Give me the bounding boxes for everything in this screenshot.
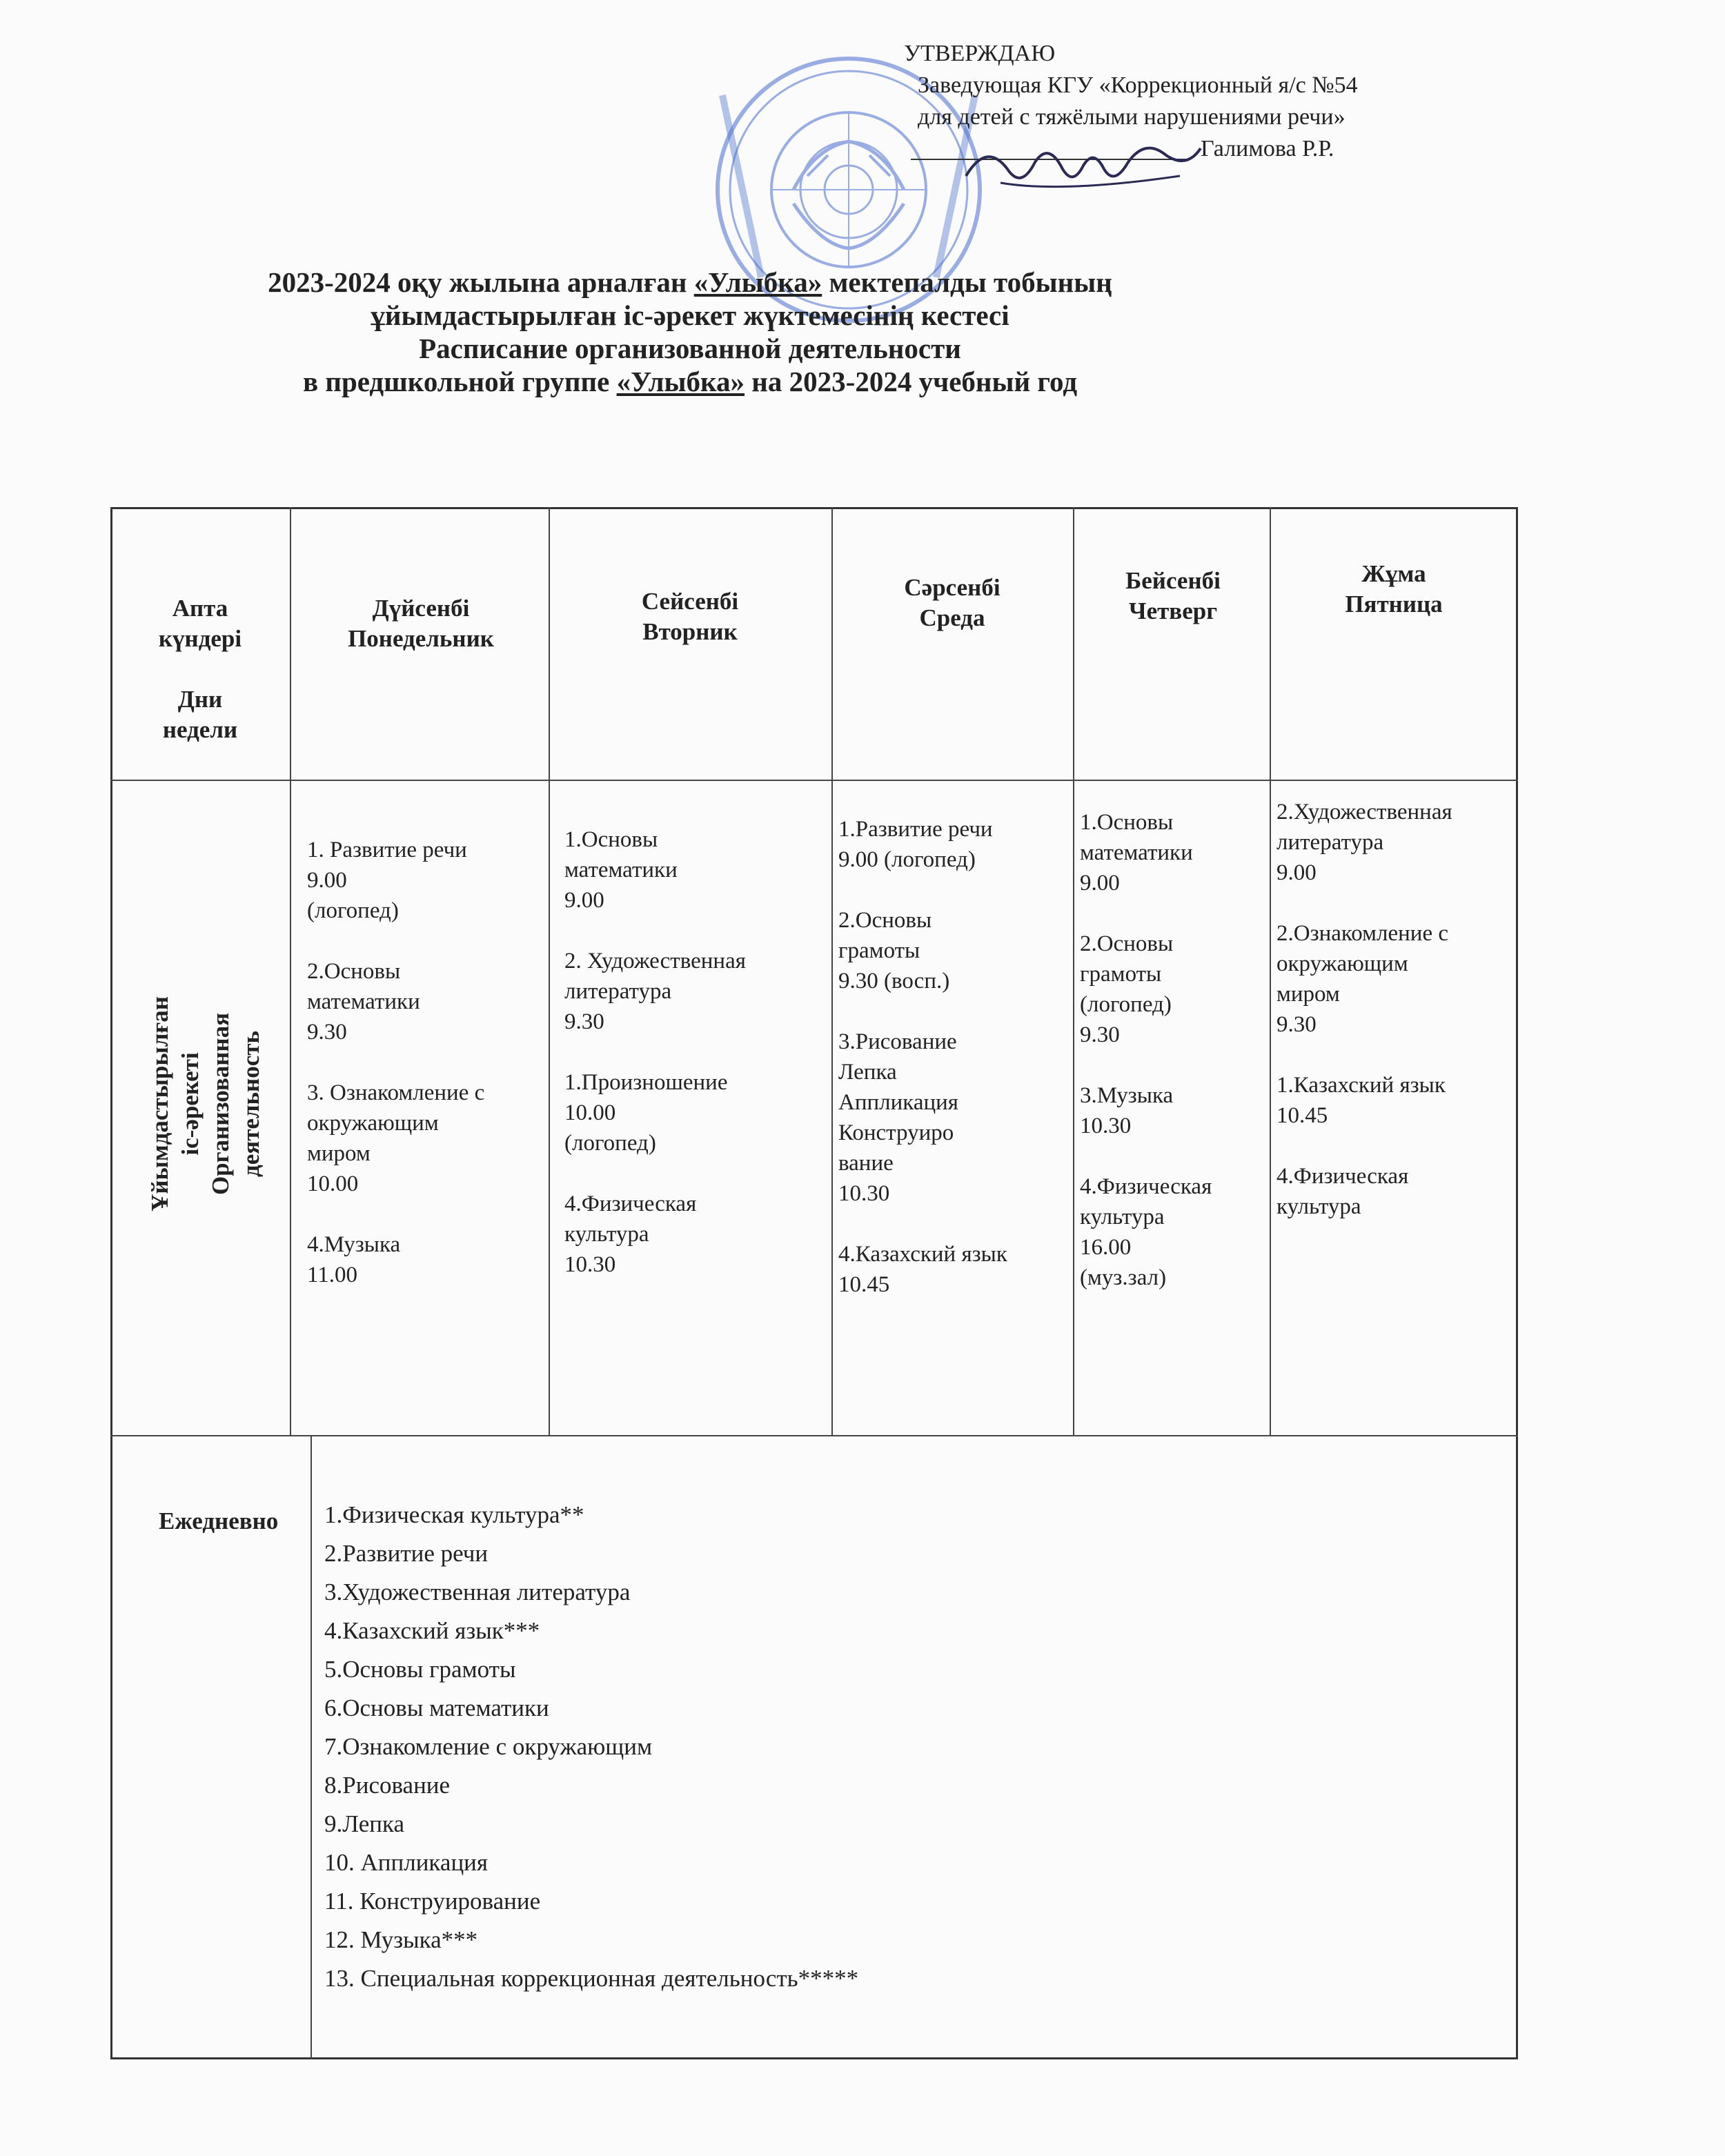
list-item: 3. Ознакомление с окружающим миром 10.00 (307, 1080, 485, 1196)
list-item: 1.Основы математики 9.00 (564, 827, 678, 913)
list-item: 6.Основы математики (324, 1694, 549, 1721)
list-item: 2.Основы грамоты (логопед) 9.30 (1080, 931, 1174, 1047)
daily-label: Ежедневно (159, 1507, 279, 1534)
daily-activities-list (324, 1496, 858, 1998)
title-line-4-part-3: на 2023-2024 учебный год (745, 366, 1078, 397)
thursday-cell (1080, 807, 1270, 1293)
title-line-1-part-1: 2023-2024 оқу жылына арналған (268, 266, 694, 298)
list-item: 12. Музыка*** (324, 1926, 478, 1953)
list-item: 2. Художественная литература 9.30 (564, 949, 746, 1034)
list-item: 4.Физическая культура 10.30 (564, 1191, 697, 1277)
list-item: 9.Лепка (324, 1810, 405, 1837)
title-line-2: ұйымдастырылған іс-әрекет жүктемесінің кестесі (371, 299, 1009, 331)
list-item: 7.Ознакомление с окружающим (324, 1733, 653, 1760)
header-tuesday: Сейсенбі Вторник (641, 588, 739, 645)
list-item: 1.Физическая культура** (324, 1501, 584, 1528)
approval-organization: для детей с тяжёлыми нарушениями речи» (918, 104, 1346, 130)
header-wednesday: Сәрсенбі Среда (904, 574, 1000, 631)
list-item: 3.Художественная литература (324, 1579, 631, 1605)
friday-cell (1276, 797, 1515, 1222)
list-item: 5.Основы грамоты (324, 1656, 516, 1683)
group-name: «Улыбка» (693, 266, 822, 298)
title-line-4-part-1: в предшкольной группе (302, 366, 617, 397)
row-label-text: Ұйымдастырылған іс-әрекеті Организованная деятельность (146, 996, 264, 1211)
list-item: 4.Физическая культура 16.00 (муз.зал) (1080, 1174, 1212, 1290)
header-friday: Жұма Пятница (1345, 560, 1443, 617)
table-col-divider (1270, 507, 1271, 1435)
header-days-of-week: Апта күндері Дни недели (158, 595, 242, 743)
list-item: 1.Произношение 10.00 (логопед) (564, 1070, 728, 1156)
list-item: 4.Физическая культура (1276, 1164, 1409, 1219)
list-item: 8.Рисование (324, 1772, 451, 1799)
approval-position: Заведующая КГУ «Коррекционный я/с №54 (918, 72, 1358, 98)
list-item: 1.Казахский язык 10.45 (1276, 1073, 1446, 1128)
header-monday: Дүйсенбі Понедельник (348, 595, 494, 652)
group-name-ru: «Улыбка» (616, 366, 745, 397)
list-item: 3.Музыка 10.30 (1080, 1083, 1174, 1138)
table-col-divider (831, 507, 833, 1435)
list-item: 4.Музыка 11.00 (307, 1232, 401, 1287)
list-item: 1.Основы математики 9.00 (1080, 810, 1193, 896)
list-item: 4.Казахский язык*** (324, 1617, 540, 1644)
list-item: 2.Художественная литература 9.00 (1276, 800, 1452, 885)
list-item: 4.Казахский язык 10.45 (838, 1242, 1007, 1297)
table-col-divider (310, 1435, 312, 2059)
approval-heading: УТВЕРЖДАЮ (904, 41, 1056, 66)
list-item: 13. Специальная коррекционная деятельность***** (324, 1965, 859, 1992)
list-item: 1. Развитие речи 9.00 (логопед) (307, 838, 467, 923)
list-item: 1.Развитие речи 9.00 (логопед) (838, 817, 993, 872)
row-label-organized-activity (116, 814, 295, 1394)
document-title (103, 266, 1276, 398)
title-line-1 (103, 266, 1276, 299)
header-thursday: Бейсенбі Четверг (1125, 567, 1221, 624)
list-item: 2.Развитие речи (324, 1540, 489, 1567)
table-row-divider (110, 1435, 1518, 1436)
list-item: 11. Конструирование (324, 1888, 541, 1915)
title-line-1-part-3: мектепалды тобының (822, 266, 1112, 298)
handwritten-signature (959, 128, 1208, 204)
table-row-divider (110, 780, 1518, 781)
list-item: 2.Основы грамоты 9.30 (восп.) (838, 908, 950, 993)
list-item: 2.Основы математики 9.30 (307, 959, 420, 1045)
list-item: 3.Рисование Лепка Аппликация Конструиро вание 10.30 (838, 1029, 958, 1206)
list-item: 10. Аппликация (324, 1849, 489, 1876)
monday-cell (307, 835, 549, 1290)
approval-name: Галимова Р.Р. (1201, 136, 1334, 161)
table-col-divider (549, 507, 550, 1435)
tuesday-cell (564, 824, 830, 1280)
title-line-3: Расписание организованной деятельности (419, 333, 961, 364)
table-col-divider (1073, 507, 1074, 1435)
list-item: 2.Ознакомление с окружающим миром 9.30 (1276, 921, 1449, 1037)
title-line-4 (103, 365, 1276, 398)
wednesday-cell (838, 814, 1073, 1300)
